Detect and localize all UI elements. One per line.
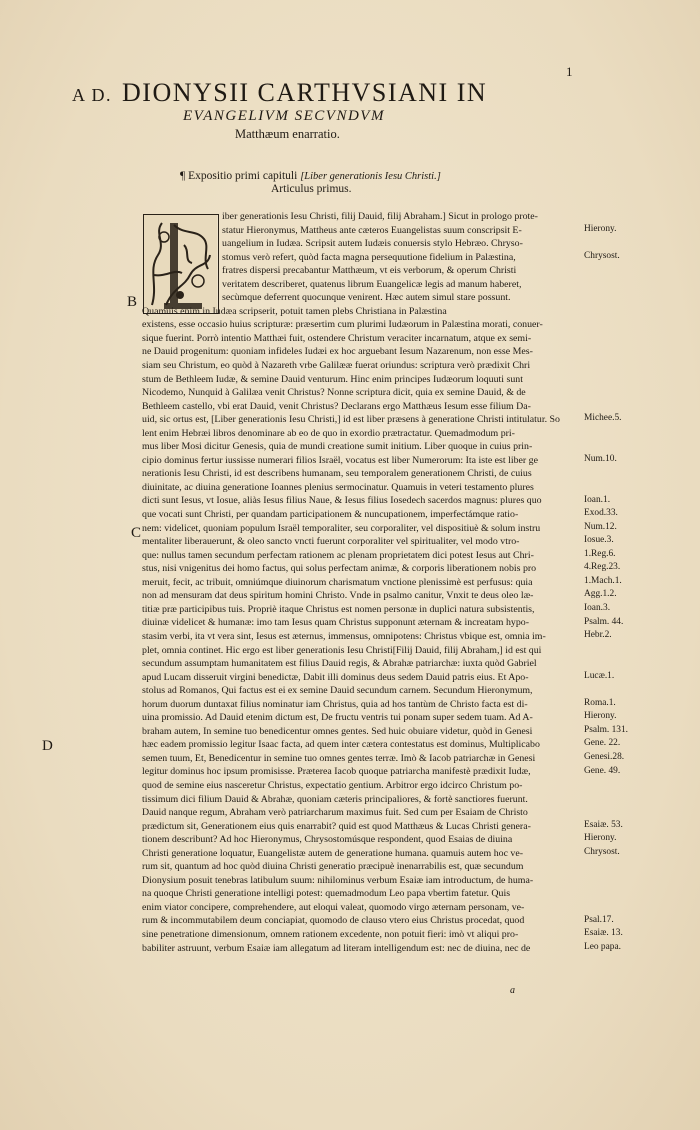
text-line: mentaliter liberauerunt, & oleo sancto vncti fuerunt corporaliter vel spiritualiter, vel modo vtro- (142, 536, 520, 548)
text-line: uina promissio. Ad Dauid etenim dictum est, De fructu ventris tui ponam super sedem tuam. Ad A- (142, 712, 533, 724)
text-line: prædictum sit, Generationem eius quis enarrabit? quid est quod Matthæus & Lucas Christi genera- (142, 820, 531, 832)
text-line: ne Dauid progenitum: quoniam infideles Iudæi ex hoc arguebant Iesum Nazarenum, non esse Mes- (142, 346, 533, 358)
text-line: dicti sunt Iesus, vt Iosue, aliàs Iesus filius Naue, & Iesus filius Iosedech sacerdos magnus: plures quo (142, 495, 542, 507)
margin-note: 1.Mach.1. (584, 575, 622, 586)
margin-note: Hierony. (584, 711, 617, 722)
text-line: iber generationis Iesu Christi, filij Dauid, filij Abraham.] Sicut in prologo prote- (222, 211, 538, 222)
text-line: fratres dispersi precabantur Matthæum, vt eis verborum, & operum Christi (222, 265, 517, 277)
title-line-3: Matthæum enarratio. (235, 127, 340, 141)
folio-number: 1 (566, 64, 573, 79)
margin-note: Psalm. 131. (584, 724, 629, 735)
title-prefix: A D. (72, 85, 113, 105)
margin-note: Chrysost. (584, 846, 620, 857)
text-line: diuinitate, ac diuina generatione Ioannes plenius sermocinatur. Quamuis in veteri testamento plures (142, 481, 534, 493)
text-line: uid, sic ortus est, [Liber generationis Iesu Christi,] id est liber præsens à generatione Christi intitulatur. So (142, 414, 560, 426)
text-line: rum sit, quantum ad hoc quòd diuina Christi generatio præcipuè inenarrabilis est, quæ secundum (142, 861, 524, 873)
section-letter-c: C (131, 525, 142, 541)
title-main: DIONYSII CARTHVSIANI IN (122, 78, 488, 107)
text-line: apud Lucam disseruit virgini benedictæ, Dabit illi dominus deus sedem Dauid patris eius. Et Apo- (142, 671, 529, 683)
text-line: stum de Bethleem Iudæ, & semine Dauid venturum. Hinc enim principes Iudæorum loquuti sunt (142, 373, 523, 385)
text-line: nerationis Iesu Christi, id est describens humanam, seu temporalem generationem Christi, de cuius (142, 468, 532, 480)
text-line: braham autem, In semine tuo benedicentur omnes gentes. Sed huic obuiare videtur, quòd in Genesi (142, 725, 533, 737)
margin-note: Ioan.3. (584, 602, 611, 613)
text-line: secundum assumptam humanitatem est filius Dauid regis, & Abrahæ patriarchæ: iuxta quòd Gabriel (142, 658, 537, 670)
text-line: stasim verbi, ita vt vera sint, Iesus est æternus, immensus, omnipotens: Christus vbique est, omnia im- (142, 630, 546, 642)
margin-note: Psalm. 44. (584, 616, 624, 627)
page-title (72, 78, 592, 108)
margin-note: Hierony. (584, 223, 617, 234)
margin-note: Roma.1. (584, 697, 616, 708)
text-line: plet, omnia continet. Hic ergo est liber generationis Iesu Christi[Filij Dauid, filij Abraham,] id est qui (142, 644, 542, 656)
text-line: statur Hieronymus, Mattheus ante cæteros Euangelistas suum conscripsit E- (222, 224, 522, 236)
text-line: secùmque deferrent quocunque venirent. Hæc autem simul stare possunt. (222, 292, 511, 304)
text-line: Nicodemo, Nunquid à Galilæa venit Christus? Nonne scriptura dicit, quia ex semine Dauid, & de (142, 387, 526, 399)
margin-note: Agg.1.2. (584, 589, 617, 600)
text-line: uangelium in Iudæa. Scripsit autem Iudæis conuersis stylo Hebræo. Chryso- (222, 238, 523, 250)
text-line: stolus ad Romanos, Qui factus est ei ex semine Dauid secundum carnem. Secundum Hieronymum, (142, 685, 533, 697)
main-text (142, 210, 580, 955)
text-line: lent enim Hebræi libros denominare ab eo de quo in exordio prætractatur. Quemadmodum pri- (142, 427, 515, 439)
margin-note: Gene. 49. (584, 765, 621, 776)
section-letter-d: D (42, 738, 53, 754)
exposition-label: ¶ Expositio primi capituli (180, 170, 298, 182)
margin-note: Michee.5. (584, 413, 622, 424)
text-line: rum & incommutabilem deum conciapiat, quomodo de clauso vtero eius Christus procedat, quod (142, 915, 525, 927)
section-letter-b: B (127, 294, 138, 310)
text-line: diuinæ videlicet & humanæ: imo tam Iesus quam Christus supponunt æternam & increatam hypo- (142, 617, 529, 629)
margin-note: Exod.33. (584, 508, 618, 519)
margin-note: 1.Reg.6. (584, 548, 616, 559)
text-line: Christi generatione loquatur, Euangelistæ autem de generatione humana. quamuis autem hoc ve- (142, 847, 524, 859)
exposition-heading (180, 170, 441, 182)
text-line: tissimum dici filium Dauid & Abrahæ, quoniam cæteris principaliores, & fortè sanctiores fuerunt. (142, 793, 528, 805)
text-line: cipio dominus fertur iussisse numerari filios Israël, vocatus est liber Numerorum: Ita iste est liber ge (142, 454, 538, 466)
text-line: que: nullus tamen secundum perfectam rationem ac plenam proprietatem dici potest Iesus aut Chri- (142, 549, 534, 561)
margin-note: Iosue.3. (584, 535, 614, 546)
margin-note: Genesi.28. (584, 752, 625, 762)
margin-note: Num.10. (584, 453, 617, 464)
text-line: Dionysium posuit tenebras latibulum suum: nihilominus verbum Esaiæ iam introductum, de huma- (142, 874, 534, 886)
margin-note: Esaiæ. 13. (584, 928, 623, 939)
text-line: babiliter astruunt, verbum Esaiæ iam allegatum ad literam intelligendum est: nec de diuina, nec de (142, 942, 531, 954)
text-line: meruit, fecit, ac tribuit, omniúmque diuinorum charismatum vnctione plenissimè est perfusus: quia (142, 576, 533, 588)
text-line: hæc eadem promissio legitur Isaac facta, ad quem inter cætera contestatus est dominus, Multiplicabo (142, 739, 540, 751)
margin-note: Chrysost. (584, 250, 620, 261)
text-line: quod de semine eius nasceretur Christus, expectatio gentium. Arbitror ergo idcirco Christum po- (142, 779, 523, 791)
margin-note: Lucæ.1. (584, 670, 615, 681)
margin-note: Num.12. (584, 521, 617, 532)
text-line: Quamuis enim in Iudæa scripserit, potuit tamen plebs Christiana in Palæstina (142, 305, 447, 317)
text-line: stus, nisi vnigenitus dei homo factus, qui solus perfectam animæ, & corporis liberationem nobis pro (142, 563, 537, 575)
text-line: mus liber Mosi dicitur Genesis, quia de mundi creatione sumit initium. Liber quoque in cuius prin- (142, 441, 533, 453)
margin-note: Hebr.2. (584, 630, 612, 641)
text-line: horum duorum duntaxat filius nominatur iam Christus, quia ad hos tantùm de Christo facta est di- (142, 698, 528, 710)
text-line: veritatem describeret, quatenus librum Euangelicæ legis ad manum haberet, (222, 278, 522, 290)
text-line: non ad mensuram dat deus spiritum homini Christo. Vnde in psalmo canitur, Vnxit te deus oleo læ- (142, 590, 534, 602)
margin-note: Psal.17. (584, 914, 614, 925)
margin-note: Ioan.1. (584, 494, 611, 505)
text-line: sique fuerint. Porrò intentio Matthæi fuit, ostendere Christum veraciter incarnatum, atque ex semi- (142, 332, 532, 344)
text-line: semen tuum, Et, Benedicentur in semine tuo omnes gentes terræ. Imò & Iacob patriarchæ in Genesi (142, 752, 536, 764)
margin-note: Esaiæ. 53. (584, 819, 623, 830)
exposition-bracket: [Liber generationis Iesu Christi.] (300, 171, 441, 182)
text-line: stomus verò refert, quòd facta magna persequutione fidelium in Palæstina, (222, 251, 516, 263)
text-line: na quoque Christi generatione intelligi potest: quemadmodum Leo papa vbertim fatetur. Quis (142, 888, 511, 900)
text-line: Dauid nanque regum, Abraham verò patriarcharum maximus fuit. Sed cum per Esaiam de Christo (142, 807, 528, 819)
text-line: legitur dominus hoc ipsum promisisse. Præterea Iacob quoque patriarcha manifestè prædixit Iudæ, (142, 766, 531, 778)
title-line-2: EVANGELIVM SECVNDVM (183, 108, 385, 124)
margin-note: 4.Reg.23. (584, 562, 621, 573)
margin-note: Leo papa. (584, 941, 621, 952)
text-line: sine penetratione dimensionum, omnem rationem excedente, non potuit fieri: imò vt aliqui pro- (142, 928, 519, 940)
text-line: que vocati sunt Christi, per quandam participationem & nuncupationem, imperfectámque ratio- (142, 509, 519, 521)
text-line: siam seu Christum, eo quòd à Nazareth vrbe Galilææ fuerat oriundus: scriptura verò prædixit Chri (142, 360, 531, 372)
catchword: a (510, 985, 515, 996)
text-line: nem: videlicet, quoniam populum Israël temporaliter, seu corporaliter, vel dispositiuè & solum instru (142, 522, 541, 534)
article-heading: Articulus primus. (271, 183, 352, 195)
text-line: tionem describunt? Ad hoc Hieronymus, Chrysostomúsque respondent, quod Esaias de diuina (142, 834, 513, 846)
text-line: Bethleem castello, vbi erat Dauid, venit Christus? Declarans ergo Matthæus Iesum esse filium Da- (142, 400, 531, 412)
text-line: titiæ præ participibus tuis. Propriè itaque Christus est nomen personæ in duplici natura subsistentis, (142, 603, 535, 615)
text-line: enim viator concipere, comprehendere, aut eloqui valeat, quomodo virgo æternam personam, ve- (142, 901, 525, 913)
margin-note: Gene. 22. (584, 738, 621, 749)
text-line: existens, esse occasio huius scripturæ: præsertim cum plurimi Iudæorum in Palæstina morati, conuer- (142, 319, 543, 331)
margin-note: Hierony. (584, 833, 617, 844)
